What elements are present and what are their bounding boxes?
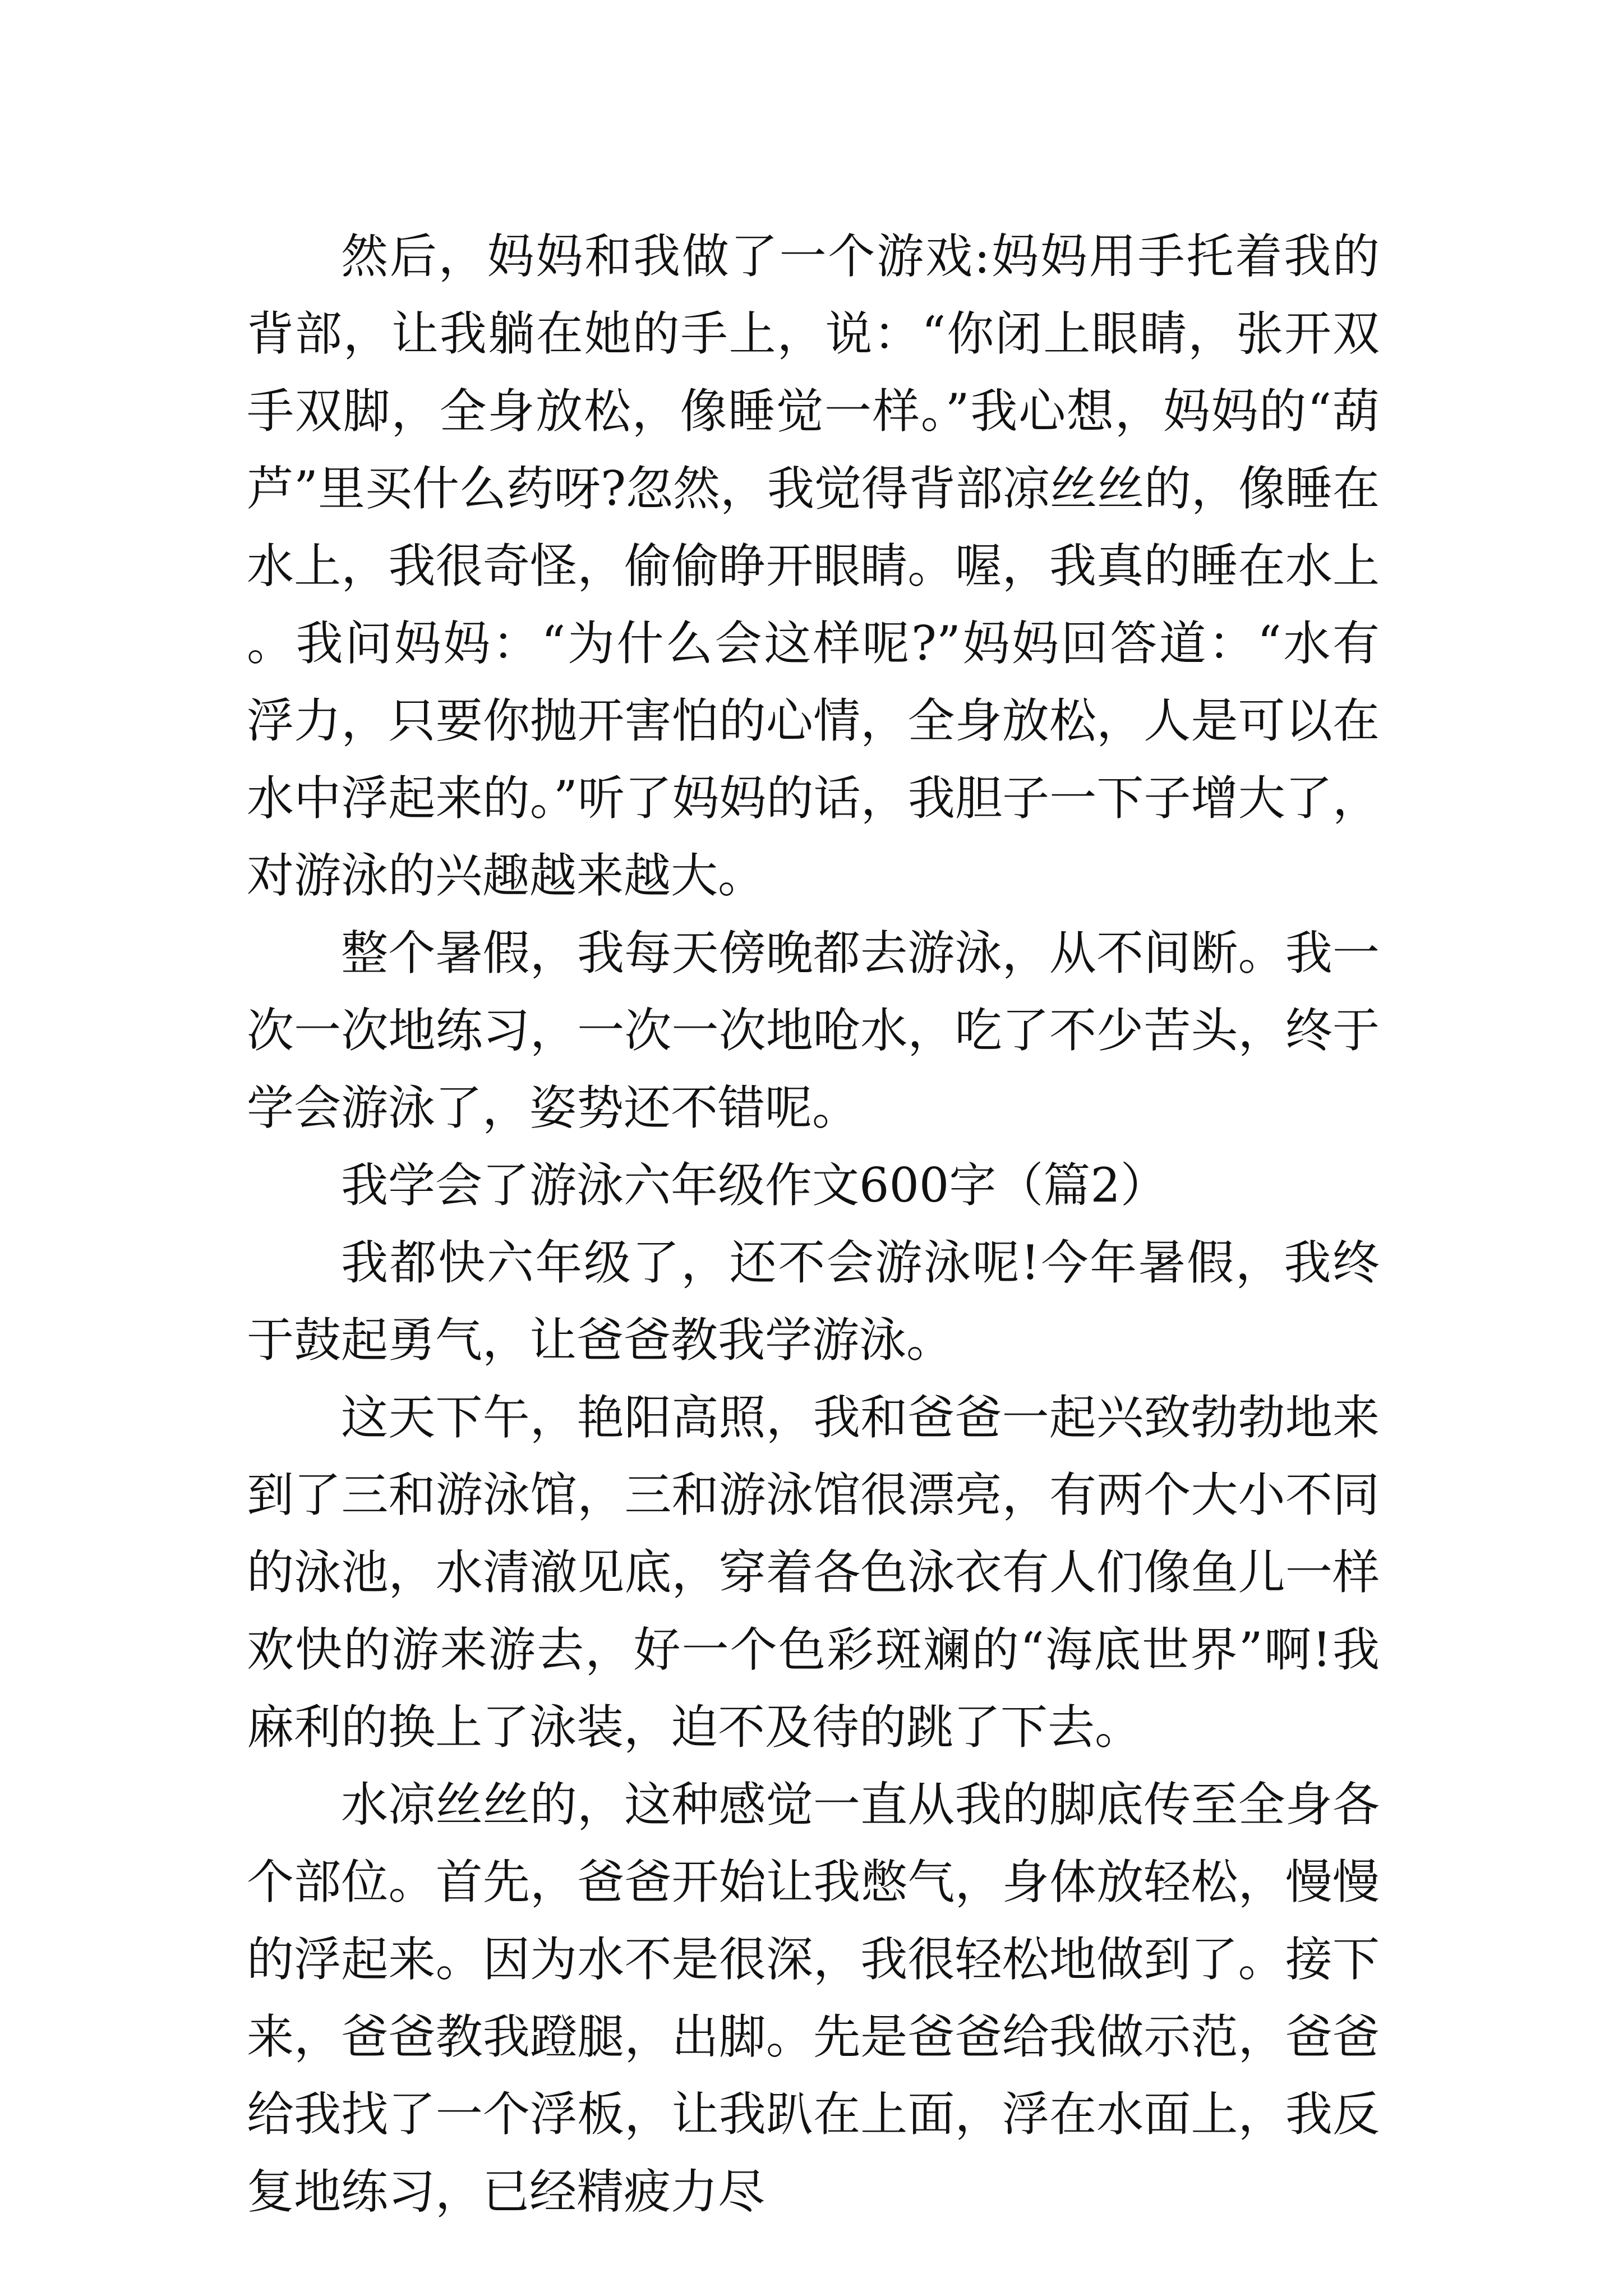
paragraph-summer-practice: 整个暑假，我每天傍晚都去游泳，从不间断。我一次一次地练习，一次一次地呛水，吃了不少苦头，终于学会游泳了，姿势还不错呢。 bbox=[247, 926, 1380, 1135]
paragraph-pool-arrival: 这天下午，艳阳高照，我和爸爸一起兴致勃勃地来到了三和游泳馆，三和游泳馆很漂亮，有两个大小不同的泳池，水清澈见底，穿着各色泳衣有人们像鱼儿一样欢快的游来游去，好一个色彩斑斓的“海底世界”啊!我麻利的换上了泳装，迫不及待的跳了下去。 bbox=[247, 1390, 1380, 1755]
section-title: 我学会了游泳六年级作文600字（篇2） bbox=[341, 1158, 1168, 1213]
document-body bbox=[247, 218, 1380, 2230]
paragraph-mom-float-game: 然后，妈妈和我做了一个游戏:妈妈用手托着我的背部，让我躺在她的手上，说：“你闭上眼睛，张开双手双脚，全身放松，像睡觉一样。”我心想，妈妈的“葫芦”里买什么药呀?忽然，我觉得背部凉丝丝的，像睡在水上，我很奇怪，偷偷睁开眼睛。喔，我真的睡在水上。我问妈妈：“为什么会这样呢?”妈妈回答道：“水有浮力，只要你抛开害怕的心情，全身放松，人是可以在水中浮起来的。”听了妈妈的话，我胆子一下子增大了，对游泳的兴趣越来越大。 bbox=[247, 229, 1380, 903]
paragraph-first-lesson: 水凉丝丝的，这种感觉一直从我的脚底传至全身各个部位。首先，爸爸开始让我憋气，身体放轻松，慢慢的浮起来。因为水不是很深，我很轻松地做到了。接下来，爸爸教我蹬腿，出脚。先是爸爸给我做示范，爸爸给我找了一个浮板，让我趴在上面，浮在水面上，我反复地练习，已经精疲力尽 bbox=[247, 1777, 1380, 2219]
paragraph-intro: 我都快六年级了，还不会游泳呢!今年暑假，我终于鼓起勇气，让爸爸教我学游泳。 bbox=[247, 1235, 1380, 1368]
